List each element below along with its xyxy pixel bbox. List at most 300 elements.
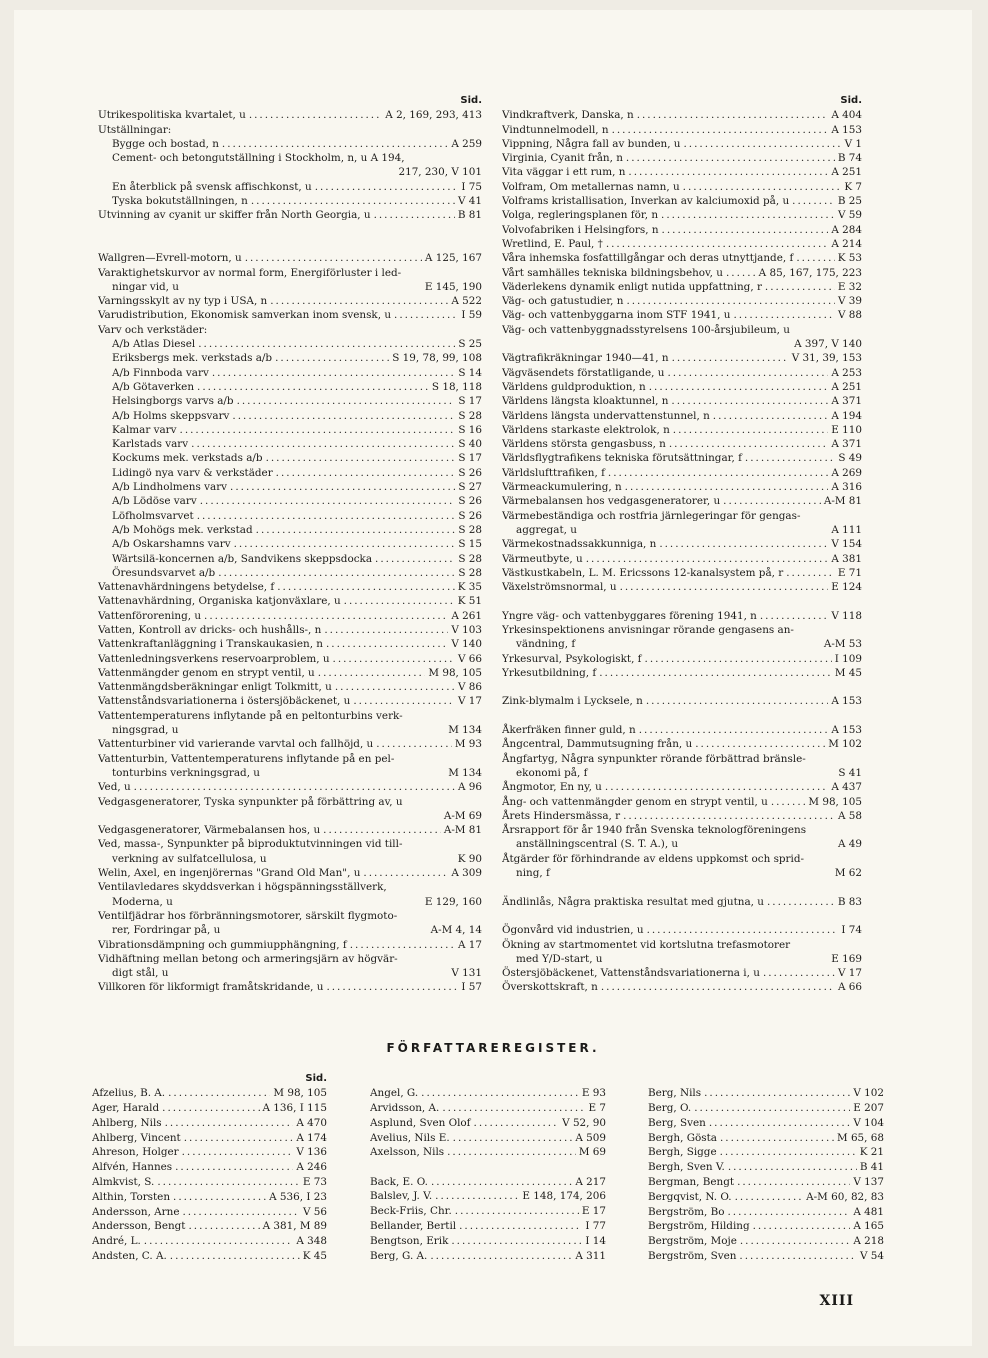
dot-leader [376, 737, 452, 751]
author-entry [92, 1086, 327, 1101]
index-entry-title: Karlstads varv [112, 438, 189, 451]
dot-leader [586, 552, 829, 566]
dot-leader [175, 1160, 293, 1175]
dot-leader [230, 480, 455, 494]
index-entry [502, 566, 862, 580]
index-entry-pages: S 26 [458, 466, 482, 479]
dot-leader [256, 523, 456, 537]
index-entry [98, 451, 482, 465]
index-entry-title: Västkustkabeln, L. M. Ericssons 12-kanalsystem på, r [502, 566, 784, 579]
subject-index-left-column [98, 94, 482, 995]
author-entry-pages: K 21 [859, 1146, 884, 1159]
index-entry-title: vändning, f [516, 638, 576, 651]
group-gap [502, 909, 862, 923]
index-entry-title: Vibrationsdämpning och gummiupphängning, f [98, 938, 347, 951]
index-entry-title: Wretlind, E. Paul, † [502, 237, 603, 250]
group-gap [98, 237, 482, 251]
author-entry-pages: M 69 [578, 1146, 606, 1159]
index-entry [98, 337, 482, 351]
dot-leader [183, 1205, 300, 1220]
author-entry [370, 1219, 606, 1234]
index-entry-pages: S 16 [458, 423, 482, 436]
index-entry [502, 580, 862, 594]
index-entry-pages: B 25 [837, 195, 862, 208]
index-entry-pages: I 59 [461, 309, 482, 322]
index-entry-title: Världens starkaste elektrolok, n [502, 423, 670, 436]
index-entry [502, 151, 862, 165]
document-page [14, 10, 972, 1346]
author-entry [648, 1101, 884, 1116]
index-entry-title: Tyska bokutställningen, n [112, 195, 248, 208]
author-entry [648, 1131, 884, 1146]
group-gap [502, 594, 862, 608]
author-entry-title: Bergqvist, N. O. [648, 1190, 732, 1203]
index-entry-pages: M 98, 105 [808, 795, 862, 808]
dot-leader [353, 694, 455, 708]
dot-leader [442, 1101, 585, 1116]
author-entry-pages: A 165 [853, 1220, 884, 1233]
author-entry-pages: A 536, I 23 [269, 1190, 327, 1203]
index-entry-title: Väg- och gatustudier, n [502, 295, 624, 308]
index-entry [502, 194, 862, 208]
index-entry-title: Virginia, Cyanit från, n [502, 152, 623, 165]
group-gap [98, 223, 482, 237]
index-entry-pages: A 251 [831, 166, 862, 179]
index-heading-line: Yrkesinspektionens anvisningar rörande gengasens an- [502, 623, 794, 636]
dot-leader [620, 580, 829, 594]
index-entry-pages: A-M 81 [823, 495, 862, 508]
index-entry-pages: A 125, 167 [424, 252, 482, 265]
index-entry-pages: A 309 [451, 867, 482, 880]
index-entry-pages: S 26 [458, 509, 482, 522]
author-entry-pages: E 93 [581, 1087, 606, 1100]
index-entry-title: Växelströmsnormal, u [502, 581, 617, 594]
dot-leader [723, 494, 821, 508]
dot-leader [173, 1190, 266, 1205]
index-entry [98, 437, 482, 451]
index-entry-pages: S 41 [838, 766, 862, 779]
index-entry [98, 494, 482, 508]
index-entry-title: Villkoren för likformigt framåtskridande, u [98, 981, 324, 994]
dot-leader [374, 208, 455, 222]
index-entry-pages: A 404 [831, 109, 862, 122]
sid-header: Sid. [305, 1073, 327, 1084]
index-heading-line: Ångfartyg, Några synpunkter rörande förbättrad bränsle- [502, 752, 806, 765]
dot-leader [170, 1249, 300, 1264]
index-entry [502, 423, 862, 437]
index-entry [502, 652, 862, 666]
author-entry-pages: I 14 [585, 1234, 606, 1247]
dot-leader [625, 480, 829, 494]
index-entry-title: Världens största gengasbuss, n [502, 438, 666, 451]
index-entry-title: Vattenavhärdning, Organiska katjonväxlare, u [98, 595, 341, 608]
author-entry-title: Berg, Nils [648, 1087, 702, 1100]
index-entry-title: Världens längsta undervattenstunnel, n [502, 409, 710, 422]
index-entry [502, 266, 862, 280]
index-entry-title: Bygge och bostad, n [112, 137, 219, 150]
index-heading-line: Ventilavledares skyddsverkan i högspänningsställverk, [98, 881, 387, 894]
dot-leader [162, 1101, 259, 1116]
index-entry-pages: A 381 [831, 552, 862, 565]
index-entry [502, 795, 862, 809]
author-entry-title: Axelsson, Nils [370, 1146, 445, 1159]
index-entry-pages: S 17 [458, 452, 482, 465]
author-entry-title: Alfvén, Hannes [92, 1161, 173, 1174]
index-entry [98, 938, 482, 952]
author-entry-title: Avelius, Nils E. [370, 1131, 450, 1144]
index-entry-pages: A 66 [837, 981, 862, 994]
index-entry-title: Världens guldproduktion, n [502, 380, 646, 393]
author-entry [648, 1190, 884, 1205]
index-entry-title: Löfholmsvarvet [112, 509, 194, 522]
dot-leader [168, 1086, 270, 1101]
dot-leader [737, 1175, 850, 1190]
author-entry-title: Asplund, Sven Olof [370, 1116, 471, 1129]
index-entry-pages: A 371 [831, 395, 862, 408]
dot-leader [647, 923, 839, 937]
index-entry-title: Ångcentral, Dammutsugning från, u [502, 738, 693, 751]
author-entry [92, 1234, 327, 1249]
dot-leader [605, 780, 828, 794]
author-entry-pages: A 470 [296, 1116, 327, 1129]
dot-leader [191, 437, 455, 451]
dot-leader [786, 566, 835, 580]
index-entry-pages: A 58 [837, 809, 862, 822]
index-entry [98, 380, 482, 394]
index-entry-title: Varudistribution, Ekonomisk samverkan inom svensk, u [98, 309, 392, 322]
index-entry-pages: S 40 [458, 438, 482, 451]
index-entry-title: Väg- och vattenbyggarna inom STF 1941, u [502, 309, 731, 322]
index-entry [98, 294, 482, 308]
index-entry-pages: V 41 [457, 195, 482, 208]
dot-leader [375, 552, 455, 566]
author-entry-title: Angel, G. [370, 1087, 419, 1100]
author-entry [92, 1219, 327, 1234]
index-entry-pages: K 7 [844, 180, 862, 193]
index-heading-line: Värmebeständiga och rostfria järnlegeringar för gengas- [502, 509, 801, 522]
author-entry-pages: A 311 [575, 1249, 606, 1262]
index-entry [98, 466, 482, 480]
index-entry-pages: V 66 [457, 652, 482, 665]
index-entry-title: Värmekostnadssakkunniga, n [502, 538, 657, 551]
index-entry-pages: S 28 [458, 566, 482, 579]
dot-leader [266, 451, 456, 465]
index-entry-pages: I 109 [834, 652, 862, 665]
index-entry [98, 409, 482, 423]
index-heading-line: Ved, massa-, Synpunkter på biproduktutvinningen vid till- [98, 838, 403, 851]
dot-leader [767, 895, 835, 909]
index-entry [502, 494, 862, 508]
dot-leader [189, 1219, 260, 1234]
index-entry-pages: M 93 [454, 738, 482, 751]
dot-leader [673, 423, 828, 437]
index-entry-pages: A 96 [457, 781, 482, 794]
index-entry [502, 394, 862, 408]
index-entry-title: Östersjöbäckenet, Vattenståndsvariationerna i, u [502, 967, 760, 980]
dot-leader [318, 666, 426, 680]
index-entry [502, 466, 862, 480]
author-entry-pages: A 246 [296, 1161, 327, 1174]
dot-leader [234, 537, 456, 551]
author-entry-pages: I 77 [585, 1219, 606, 1232]
author-entry [648, 1086, 884, 1101]
author-entry-pages: K 45 [302, 1250, 327, 1263]
dot-leader [659, 537, 828, 551]
index-entry-title: rer, Fordringar på, u [112, 924, 221, 937]
index-entry-title: Wärtsilä-koncernen a/b, Sandvikens skeppsdocka [112, 552, 373, 565]
author-entry-pages: B 41 [859, 1161, 884, 1174]
index-entry-title: A/b Lindholmens varv [112, 481, 228, 494]
author-entry-pages: A 136, I 115 [262, 1102, 327, 1115]
dot-leader [394, 308, 458, 322]
index-entry [98, 694, 482, 708]
dot-leader [165, 1116, 294, 1131]
author-entry-title: Arvidsson, A. [370, 1102, 440, 1115]
index-entry-pages: K 53 [837, 252, 862, 265]
author-entry [370, 1101, 606, 1116]
author-entry [648, 1249, 884, 1264]
index-entry [502, 809, 862, 823]
author-entry-title: Andersson, Bengt [92, 1220, 186, 1233]
dot-leader [695, 737, 825, 751]
author-entry-title: Berg, G. A. [370, 1249, 428, 1262]
group-gap [502, 709, 862, 723]
index-entry-title: Vedgasgeneratorer, Värmebalansen hos, u [98, 824, 321, 837]
index-entry-pages: A 284 [831, 223, 862, 236]
index-entry-title: Lidingö nya varv & verkstäder [112, 466, 273, 479]
author-entry-pages: A 481 [853, 1205, 884, 1218]
index-entry [502, 351, 862, 365]
index-entry-title: Yngre väg- och vattenbyggares förening 1941, n [502, 609, 757, 622]
dot-leader [200, 494, 456, 508]
dot-leader [745, 451, 835, 465]
author-entry [370, 1175, 606, 1190]
index-entry-title: verkning av sulfatcellulosa, u [112, 852, 267, 865]
index-entry-pages: A 251 [831, 380, 862, 393]
dot-leader [447, 1145, 576, 1160]
author-entry-title: Ahreson, Holger [92, 1146, 179, 1159]
dot-leader [249, 108, 382, 122]
author-entry [648, 1145, 884, 1160]
index-entry [502, 666, 862, 680]
author-entry-title: Althin, Torsten [92, 1190, 171, 1203]
index-entry-title: Volvofabriken i Helsingfors, n [502, 223, 659, 236]
dot-leader [326, 637, 448, 651]
dot-leader [335, 680, 455, 694]
index-entry [502, 280, 862, 294]
author-entry-title: Beck-Friis, Chr. [370, 1205, 452, 1218]
index-entry [98, 923, 482, 937]
dot-leader [184, 1131, 294, 1146]
index-entry-title: Vägväsendets förstatligande, u [502, 366, 665, 379]
index-entry [502, 237, 862, 251]
index-entry [502, 723, 862, 737]
index-heading-line: Utställningar: [98, 123, 172, 136]
index-entry-title: Vita väggar i ett rum, n [502, 166, 626, 179]
index-entry-pages: K 90 [457, 852, 482, 865]
index-entry-title: A/b Oskarshamns varv [112, 538, 231, 551]
index-heading-line: Vedgasgeneratorer, Tyska synpunkter på förbättring av, u [98, 795, 403, 808]
index-entry [98, 566, 482, 580]
index-entry-title: ekonomi på, f [516, 766, 588, 779]
index-entry-pages: S 28 [458, 552, 482, 565]
index-entry [98, 652, 482, 666]
index-entry [98, 552, 482, 566]
index-entry-title: Världsflygtrafikens tekniska förutsättningar, f [502, 452, 742, 465]
dot-leader [180, 423, 456, 437]
author-entry [370, 1249, 606, 1264]
index-entry-title: Åkerfräken finner guld, n [502, 724, 636, 737]
author-column-2 [370, 1072, 606, 1263]
index-entry-title: ningsgrad, u [112, 724, 179, 737]
index-entry-title: Väderlekens dynamik enligt nutida uppfattning, r [502, 280, 762, 293]
author-entry [92, 1160, 327, 1175]
index-entry [502, 366, 862, 380]
author-entry-pages: M 98, 105 [273, 1087, 327, 1100]
dot-leader [277, 580, 454, 594]
index-entry-title: Vattenmängder genom en strypt ventil, u [98, 666, 315, 679]
index-heading-line: Vattenturbin, Vattentemperaturens inflytande på en pel- [98, 752, 395, 765]
dot-leader [735, 1190, 804, 1205]
dot-leader [628, 165, 828, 179]
dot-leader [451, 1234, 582, 1249]
index-entry-title: Zink-blymalm i Lycksele, n [502, 695, 643, 708]
author-entry-title: Almkvist, S. [92, 1176, 155, 1189]
index-entry-title: Utvinning av cyanit ur skiffer från North Georgia, u [98, 209, 371, 222]
dot-leader [608, 466, 828, 480]
index-heading-line: Cement- och betongutställning i Stockholm, n, u A 194, [112, 152, 405, 165]
author-entry-pages: A 218 [853, 1235, 884, 1248]
index-entry-pages: V 17 [837, 967, 862, 980]
index-entry [502, 480, 862, 494]
author-entry-title: Back, E. O. [370, 1175, 428, 1188]
index-entry-title: Yrkesutbildning, f [502, 666, 597, 679]
index-entry-title: Vattenledningsverkens reservoarproblem, u [98, 652, 330, 665]
author-entry [370, 1234, 606, 1249]
index-entry [98, 580, 482, 594]
dot-leader [765, 280, 835, 294]
index-entry-title: Vattenståndsvariationerna i östersjöbäckenet, u [98, 695, 351, 708]
index-entry-pages: V 31, 39, 153 [791, 352, 862, 365]
group-gap [502, 680, 862, 694]
author-entry-pages: E 148, 174, 206 [522, 1190, 606, 1203]
index-entry-pages: S 26 [458, 495, 482, 508]
dot-leader [645, 652, 832, 666]
index-heading-line: Vidhäftning mellan betong och armeringsjärn av högvär- [98, 952, 398, 965]
dot-leader [144, 1234, 294, 1249]
index-entry [98, 509, 482, 523]
index-entry [98, 980, 482, 994]
index-entry [502, 537, 862, 551]
index-entry [502, 766, 862, 780]
dot-leader [639, 723, 829, 737]
index-entry-pages: V 39 [837, 295, 862, 308]
index-entry-title: Våra inhemska fosfattillgångar och deras utnyttjande, f [502, 252, 794, 265]
index-entry [502, 609, 862, 623]
index-entry-pages: A 153 [831, 724, 862, 737]
dot-leader [344, 594, 455, 608]
author-entry-pages: A 217 [575, 1175, 606, 1188]
index-entry [502, 923, 862, 937]
index-entry-title: Vindtunnelmodell, n [502, 123, 609, 136]
dot-leader [646, 694, 829, 708]
index-heading-line: Åtgärder för förhindrande av eldens uppkomst och sprid- [502, 852, 805, 865]
index-entry-pages: M 62 [834, 867, 862, 880]
subject-index-right-column [502, 94, 862, 995]
index-entry-pages: A 111 [831, 523, 862, 536]
index-entry [502, 137, 862, 151]
index-entry-title: Kalmar varv [112, 423, 177, 436]
sid-header: Sid. [840, 95, 862, 106]
index-entry-title: Värmebalansen hos vedgasgeneratorer, u [502, 495, 721, 508]
index-heading-line: Vattentemperaturens inflytande på en peltonturbins verk- [98, 709, 403, 722]
index-entry-pages: A-M 4, 14 [430, 924, 482, 937]
dot-leader [637, 108, 829, 122]
index-entry [98, 351, 482, 365]
index-entry [502, 637, 862, 651]
index-heading-line: Varv och verkstäder: [98, 323, 208, 336]
author-register-title: FÖRFATTAREREGISTER. [386, 1041, 600, 1055]
index-entry-pages: A 153 [831, 123, 862, 136]
dot-leader [662, 223, 829, 237]
index-entry-pages: A 153 [831, 695, 862, 708]
index-entry-title: A/b Lödöse varv [112, 495, 197, 508]
dot-leader [459, 1219, 582, 1234]
dot-leader [431, 1175, 572, 1190]
author-entry-pages: E 207 [853, 1102, 884, 1115]
index-entry [98, 366, 482, 380]
dot-leader [453, 1131, 573, 1146]
index-entry-title: aggregat, u [516, 523, 577, 536]
dot-leader [474, 1116, 560, 1131]
index-entry-title: Värmeackumulering, n [502, 481, 622, 494]
author-entry [92, 1101, 327, 1116]
index-entry [98, 523, 482, 537]
index-entry-pages: S 19, 78, 99, 108 [392, 352, 482, 365]
dot-leader [667, 366, 828, 380]
page-number: XIII [819, 1293, 854, 1309]
index-entry [98, 823, 482, 837]
index-entry-title: Ved, u [98, 781, 131, 794]
index-entry [98, 280, 482, 294]
index-entry-pages: E 71 [837, 566, 862, 579]
dot-leader [251, 194, 455, 208]
dot-leader [601, 980, 835, 994]
index-entry [98, 766, 482, 780]
index-entry [98, 394, 482, 408]
index-entry-title: Wallgren—Evrell-motorn, u [98, 252, 242, 265]
index-entry-title: Vattenmängdsberäkningar enligt Tolkmitt, u [98, 681, 332, 694]
index-entry-pages: A 522 [451, 295, 482, 308]
index-entry-title: A/b Götaverken [112, 380, 195, 393]
index-entry-pages: A-M 53 [823, 638, 862, 651]
dot-leader [669, 437, 828, 451]
index-entry-title: Volframs kristallisation, Inverkan av kalciumoxid på, u [502, 195, 790, 208]
index-entry-pages: A 214 [831, 237, 862, 250]
index-entry [502, 980, 862, 994]
dot-leader [326, 980, 458, 994]
index-entry-pages: B 83 [837, 895, 862, 908]
index-entry-pages: M 134 [448, 766, 482, 779]
index-entry [98, 866, 482, 880]
author-entry [370, 1131, 606, 1146]
author-column-1 [92, 1072, 327, 1264]
index-entry-pages: I 57 [461, 981, 482, 994]
index-entry-title: Överskottskraft, n [502, 981, 598, 994]
dot-leader [796, 251, 834, 265]
index-entry-title: Vårt samhälles tekniska bildningsbehov, u [502, 266, 723, 279]
author-entry-title: Bergman, Bengt [648, 1176, 735, 1189]
